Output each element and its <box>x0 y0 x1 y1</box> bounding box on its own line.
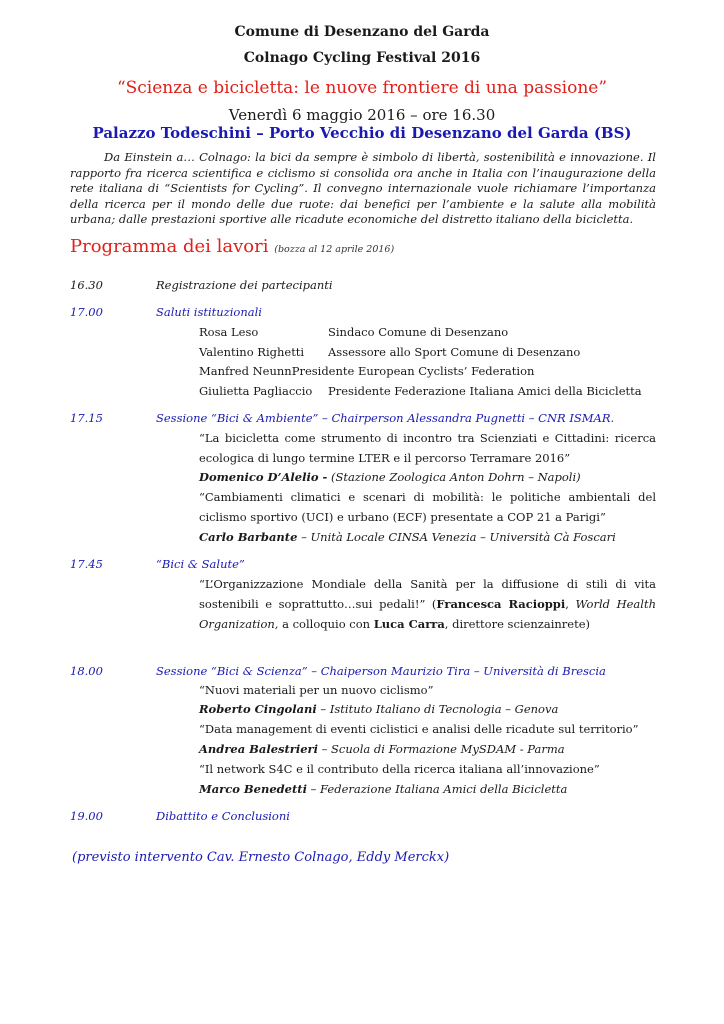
speaker-affiliation: – Scuola di Formazione MySDAM - Parma <box>317 742 565 756</box>
event-date: Venerdì 6 maggio 2016 – ore 16.30 <box>228 106 496 124</box>
speaker-line <box>199 470 581 484</box>
label-greetings: Saluti istituzionali <box>156 305 262 319</box>
speaker-line <box>199 742 565 756</box>
label-registration: Registrazione dei partecipanti <box>156 278 333 292</box>
speaker-affiliation: – Istituto Italiano di Tecnologia – Genova <box>316 702 559 716</box>
speaker-affiliation: – Federazione Italiana Amici della Bicicletta <box>306 782 568 796</box>
label-session-salute: “Bici & Salute” <box>156 557 245 571</box>
time-1630: 16.30 <box>70 278 103 292</box>
time-1700: 17.00 <box>70 305 103 319</box>
talk-title: “La bicicletta come strumento di incontro tra Scienziati e Cittadini: ricerca ecologica di lungo termine LTER e il percorso Terramare 2016” <box>199 431 656 465</box>
programme-subtitle: (bozza al 12 aprile 2016) <box>274 244 395 255</box>
time-1715: 17.15 <box>70 411 103 425</box>
speaker-name: Andrea Balestrieri <box>199 742 318 756</box>
person-name-role <box>199 364 534 378</box>
speaker-affiliation: (Stazione Zoologica Anton Dohrn – Napoli) <box>327 470 581 484</box>
person-role: Presidente Federazione Italiana Amici della Bicicletta <box>328 384 642 398</box>
event-venue: Palazzo Todeschini – Porto Vecchio di Desenzano del Garda (BS) <box>92 124 632 142</box>
talk-title <box>199 574 656 634</box>
programme-title-text: Programma dei lavori <box>70 236 269 257</box>
speaker-line <box>199 702 558 716</box>
talk-text: “L’Organizzazione Mondiale della Sanità per la diffusione di stili di vita sostenibili e soprattutto…sui pedali!” ( <box>199 577 656 611</box>
label-session-scienza: Sessione “Bici & Scienza” – Chaiperson Maurizio Tira – Università di Brescia <box>156 664 606 678</box>
talk-text: , direttore scienzainrete) <box>444 617 591 631</box>
speaker-affiliation: World Health Organization, <box>199 597 656 631</box>
talk-title: “Il network S4C e il contributo della ricerca italiana all’innovazione” <box>199 762 600 776</box>
time-1745: 17.45 <box>70 557 103 571</box>
person-name: Valentino Righetti <box>199 345 305 359</box>
speaker-name: Carlo Barbante <box>199 530 298 544</box>
person-name: Rosa Leso <box>199 325 259 339</box>
talk-text: , <box>565 597 576 611</box>
person-name: Manfred Neunn <box>199 364 292 378</box>
person-role: Presidente European Cyclists’ Federation <box>291 364 535 378</box>
speaker-name: Marco Benedetti <box>199 782 307 796</box>
speaker-name: Roberto Cingolani <box>199 702 317 716</box>
time-1800: 18.00 <box>70 664 103 678</box>
label-closing: Dibattito e Conclusioni <box>156 809 290 823</box>
person-role: Assessore allo Sport Comune di Desenzano <box>328 345 581 359</box>
talk-title: “Cambiamenti climatici e scenari di mobilità: le politiche ambientali del ciclismo sportivo (UCI) e urbano (ECF) presentate a COP 21 a Parigi” <box>199 490 656 524</box>
final-note: (previsto intervento Cav. Ernesto Colnago, Eddy Merckx) <box>72 850 450 865</box>
comune-heading: Comune di Desenzano del Garda <box>234 24 490 40</box>
speaker-line <box>199 782 567 796</box>
time-1900: 19.00 <box>70 809 103 823</box>
speaker-line <box>199 530 616 544</box>
speaker-name: Domenico D’Alelio - <box>199 470 328 484</box>
label-session-ambiente: Sessione “Bici & Ambiente” – Chairperson Alessandra Pugnetti – CNR ISMAR. <box>156 411 615 425</box>
speaker-name: Luca Carra <box>373 617 445 631</box>
speaker-name: Francesca Racioppi <box>436 597 566 611</box>
person-name: Giulietta Pagliaccio <box>199 384 313 398</box>
talk-title: “Data management di eventi ciclistici e analisi delle ricadute sul territorio” <box>199 722 639 736</box>
talk-text: a colloquio con <box>278 617 374 631</box>
talk-title: “Nuovi materiali per un nuovo ciclismo” <box>199 683 434 697</box>
intro-paragraph: Da Einstein a… Colnago: la bici da sempre è simbolo di libertà, sostenibilità e innovazione. Il rapporto fra ricerca scientifica e ciclismo si consolida ora anche in Italia con l’inaugurazione della rete italiana di “Scientists for Cycling”. Il convegno internazionale vuole richiamare l’importanza della ricerca per il mondo delle due ruote: dai benefici per l’ambiente e la salute alla mobilità urbana; dalle prestazioni sportive alle ricadute economiche del distretto italiano della bicicletta. <box>70 150 656 226</box>
speaker-affiliation: – Unità Locale CINSA Venezia – Università Cà Foscari <box>297 530 616 544</box>
event-tagline: “Scienza e bicicletta: le nuove frontiere di una passione” <box>116 78 608 98</box>
person-role: Sindaco Comune di Desenzano <box>328 325 509 339</box>
programme-title <box>70 236 394 257</box>
festival-heading: Colnago Cycling Festival 2016 <box>243 50 481 66</box>
